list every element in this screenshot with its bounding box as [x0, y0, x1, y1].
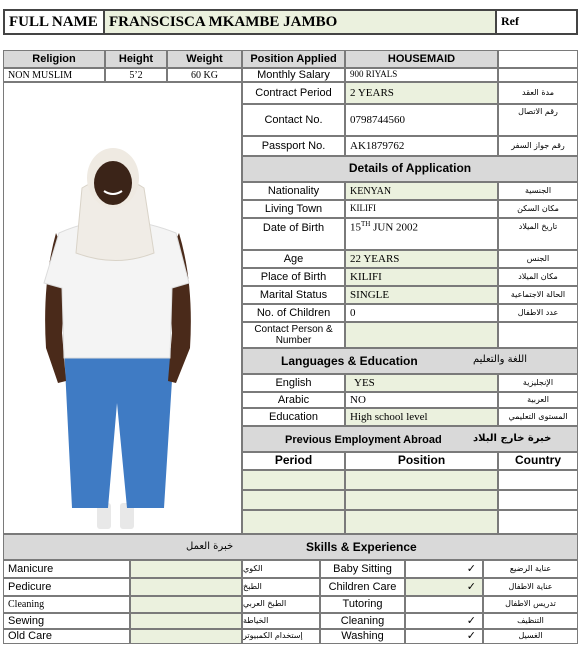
candidate-photo	[4, 83, 241, 533]
education-arabic: المستوى التعليمي	[498, 408, 578, 426]
contract-period-label: Contract Period	[242, 82, 345, 104]
full-name-label	[3, 9, 104, 35]
employment-title: Previous Employment Abroad	[285, 434, 442, 446]
dob-arabic: تاريخ الميلاد	[498, 218, 578, 250]
skill-left-label: Manicure	[3, 560, 130, 578]
english-arabic: الإنجليزية	[498, 374, 578, 392]
salary-value: 900 RIYALS	[345, 68, 498, 82]
height-header: Height	[105, 50, 167, 68]
ref-field	[496, 9, 578, 35]
skill-left-label: Cleaning	[3, 596, 130, 613]
skill-right-label: Children Care	[320, 578, 405, 596]
employment-row-3-position	[345, 510, 498, 534]
marital-status-value: SINGLE	[345, 286, 498, 304]
skill-right-arabic: الغسيل	[483, 629, 578, 644]
employment-title-bar	[242, 426, 578, 452]
check-icon: ✓	[405, 613, 483, 629]
skill-left-label: Old Care	[3, 629, 130, 644]
height-value: 5’2	[105, 68, 167, 82]
employment-row-2-country	[498, 490, 578, 510]
languages-title: Languages & Education	[281, 354, 418, 368]
contract-period-value: 2 YEARS	[345, 82, 498, 104]
skill-right-label: Baby Sitting	[320, 560, 405, 578]
living-town-arabic: مكان السكن	[498, 200, 578, 218]
position-header: Position Applied	[242, 50, 345, 68]
skill-left-check	[130, 578, 242, 596]
skills-title-arabic: خبرة العمل	[186, 541, 234, 552]
employment-row-1-position	[345, 470, 498, 490]
skill-left-arabic: الخياطة	[242, 613, 320, 629]
english-label: English	[242, 374, 345, 392]
employment-row-3-country	[498, 510, 578, 534]
skills-title: Skills & Experience	[306, 540, 417, 554]
nationality-label: Nationality	[242, 182, 345, 200]
dob-month-year: JUN 2002	[370, 221, 419, 234]
languages-title-bar	[242, 348, 578, 374]
skill-left-label: Pedicure	[3, 578, 130, 596]
skill-right-label: Cleaning	[320, 613, 405, 629]
passport-arabic: رقم جواز السفر	[498, 136, 578, 156]
skill-left-check	[130, 629, 242, 644]
employment-row-3-period	[242, 510, 345, 534]
dob-label	[242, 218, 345, 250]
languages-title-arabic: اللغة والتعليم	[473, 354, 527, 365]
age-label: Age	[242, 250, 345, 268]
skill-left-label: Sewing	[3, 613, 130, 629]
check-icon: ✓	[405, 629, 483, 644]
position-value: HOUSEMAID	[345, 50, 498, 68]
position-blank	[498, 50, 578, 68]
religion-header: Religion	[3, 50, 105, 68]
dob-label-text: Date of Birth	[262, 222, 325, 234]
passport-value: AK1879762	[345, 136, 498, 156]
skill-right-arabic: عناية الرضيع	[483, 560, 578, 578]
full-name-value-text: FRANSCISCA MKAMBE JAMBO	[109, 13, 338, 30]
check-icon: ✓	[405, 578, 483, 596]
employment-row-2-position	[345, 490, 498, 510]
place-of-birth-arabic: مكان الميلاد	[498, 268, 578, 286]
contact-person-value	[345, 322, 498, 348]
religion-value: NON MUSLIM	[3, 68, 105, 82]
living-town-value: KILIFI	[345, 200, 498, 218]
employment-period-header: Period	[242, 452, 345, 470]
skill-left-arabic: الكوي	[242, 560, 320, 578]
check-icon: ✓	[405, 560, 483, 578]
education-value: High school level	[345, 408, 498, 426]
weight-value: 60 KG	[167, 68, 242, 82]
skills-title-bar	[3, 534, 578, 560]
education-label: Education	[242, 408, 345, 426]
age-arabic: الجنس	[498, 250, 578, 268]
skill-left-arabic: إستخدام الكمبيوتر	[242, 629, 320, 644]
dob-day: 15	[350, 221, 361, 234]
skill-left-arabic: الطبخ	[242, 578, 320, 596]
passport-label: Passport No.	[242, 136, 345, 156]
skill-right-arabic: عناية الاطفال	[483, 578, 578, 596]
living-town-label: Living Town	[242, 200, 345, 218]
place-of-birth-value: KILIFI	[345, 268, 498, 286]
children-label: No. of Children	[242, 304, 345, 322]
skill-left-check	[130, 596, 242, 613]
dob-value	[345, 218, 498, 250]
skill-right-label: Washing	[320, 629, 405, 644]
children-arabic: عدد الاطفال	[498, 304, 578, 322]
contact-no-value: 0798744560	[345, 104, 498, 136]
contact-person-arabic	[498, 322, 578, 348]
details-title: Details of Application	[242, 156, 578, 182]
age-value: 22 YEARS	[345, 250, 498, 268]
employment-row-1-period	[242, 470, 345, 490]
employment-country-header: Country	[498, 452, 578, 470]
check-icon	[405, 596, 483, 613]
contact-no-label: Contact No.	[242, 104, 345, 136]
employment-title-arabic: خبرة خارج البلاد	[473, 433, 552, 444]
arabic-value: NO	[345, 392, 498, 408]
salary-label: Monthly Salary	[242, 68, 345, 82]
full-name-label-text: FULL NAME	[9, 13, 98, 30]
full-name-value	[104, 9, 496, 35]
skill-right-arabic: تدريس الاطفال	[483, 596, 578, 613]
children-value: 0	[345, 304, 498, 322]
arabic-label: Arabic	[242, 392, 345, 408]
ref-label: Ref	[501, 14, 519, 29]
contact-no-arabic: رقم الاتصال	[498, 104, 578, 136]
marital-status-arabic: الحالة الاجتماعية	[498, 286, 578, 304]
photo-frame	[3, 82, 242, 534]
dob-suffix: TH	[361, 220, 371, 228]
employment-position-header: Position	[345, 452, 498, 470]
nationality-arabic: الجنسية	[498, 182, 578, 200]
english-value: YES	[345, 374, 498, 392]
skill-right-arabic: التنظيف	[483, 613, 578, 629]
marital-status-label: Marital Status	[242, 286, 345, 304]
contract-period-arabic: مدة العقد	[498, 82, 578, 104]
employment-row-1-country	[498, 470, 578, 490]
skill-left-check	[130, 613, 242, 629]
skill-left-check	[130, 560, 242, 578]
skill-right-label: Tutoring	[320, 596, 405, 613]
skill-left-arabic: الطبخ العربي	[242, 596, 320, 613]
weight-header: Weight	[167, 50, 242, 68]
place-of-birth-label: Place of Birth	[242, 268, 345, 286]
arabic-arabic: العربية	[498, 392, 578, 408]
salary-blank	[498, 68, 578, 82]
nationality-value: KENYAN	[345, 182, 498, 200]
employment-row-2-period	[242, 490, 345, 510]
contact-person-label: Contact Person & Number	[242, 322, 345, 348]
